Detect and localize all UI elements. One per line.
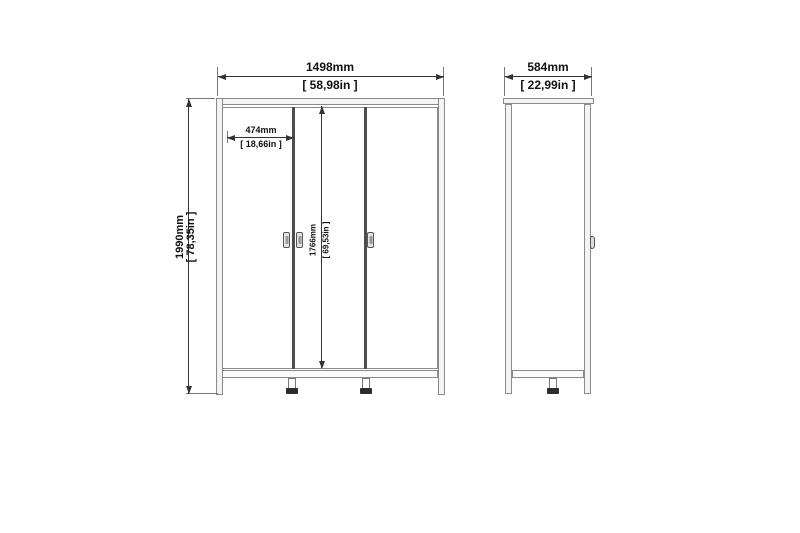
front-width-label-in: [ 58,98in ] — [302, 78, 358, 92]
dimension-line — [218, 76, 444, 77]
arrowhead-down — [186, 386, 192, 394]
front-height-label-in: [ 78,35in ] — [184, 211, 197, 263]
side-back-panel — [584, 104, 591, 394]
side-front-panel — [505, 104, 512, 394]
door-handle-right — [367, 232, 374, 248]
dimension-line — [227, 137, 294, 138]
side-base-rail — [512, 370, 584, 378]
extension-line — [443, 67, 444, 96]
door-height-label-mm: 1766mm — [308, 223, 318, 257]
front-right-side-panel — [438, 98, 445, 395]
arrowhead-down — [319, 361, 325, 369]
side-top-panel — [503, 98, 594, 104]
arrowhead-right — [436, 74, 444, 80]
side-handle-profile — [590, 236, 595, 249]
front-height-label-mm: 1990mm — [173, 214, 186, 260]
side-depth-label-mm: 584mm — [527, 60, 569, 74]
front-foot-2-cap — [360, 388, 372, 394]
handle-grip — [369, 236, 372, 244]
side-depth-label-in: [ 22,99in ] — [520, 78, 576, 92]
door-handle-left — [283, 232, 290, 248]
side-foot-cap — [547, 388, 559, 394]
door-width-label-in: [ 18,66in ] — [240, 139, 282, 149]
handle-grip — [298, 236, 301, 244]
arrowhead-up — [319, 106, 325, 114]
front-top-panel — [216, 98, 445, 105]
front-base-rail — [222, 370, 438, 378]
extension-line — [217, 67, 218, 96]
arrowhead-left — [218, 74, 226, 80]
door-width-label-mm: 474mm — [245, 125, 277, 135]
door-handle-middle — [296, 232, 303, 248]
front-foot-1-cap — [286, 388, 298, 394]
door-height-label-in: [ 69,53in ] — [321, 221, 331, 259]
handle-grip — [285, 236, 288, 244]
dimension-line — [505, 76, 592, 77]
arrowhead-up — [186, 99, 192, 107]
front-width-label-mm: 1498mm — [305, 60, 355, 74]
